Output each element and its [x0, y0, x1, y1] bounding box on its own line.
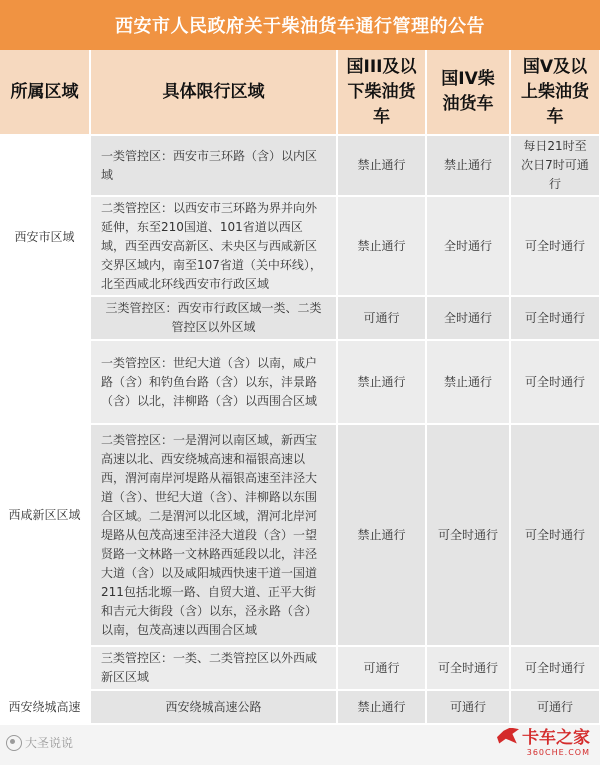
table-row	[0, 690, 600, 724]
watermark-text: 大圣说说	[25, 736, 74, 750]
region-cell: 西安绕城高速	[0, 690, 90, 724]
logo-name: 卡车之家	[522, 728, 590, 748]
gb5-cell: 可全时通行	[510, 424, 600, 646]
gb4-cell: 可通行	[426, 690, 510, 724]
gb4-cell: 可全时通行	[426, 646, 510, 690]
gb4-cell: 可全时通行	[426, 424, 510, 646]
scope-cell: 一类管控区：世纪大道（含）以南，咸户路（含）和钓鱼台路（含）以东，沣景路（含）以北，沣柳路（含）以西围合区域	[90, 340, 337, 424]
table-row	[0, 135, 600, 196]
table-row	[0, 424, 600, 646]
gb4-cell: 禁止通行	[426, 135, 510, 196]
gb4-cell: 禁止通行	[426, 340, 510, 424]
page-title: 西安市人民政府关于柴油货车通行管理的公告	[0, 0, 600, 50]
horse-logo-icon	[497, 728, 519, 744]
gb3-cell: 禁止通行	[337, 340, 426, 424]
restriction-table	[0, 50, 600, 725]
gb5-cell: 可全时通行	[510, 340, 600, 424]
gb5-cell: 可通行	[510, 690, 600, 724]
gb5-cell: 可全时通行	[510, 646, 600, 690]
scope-cell: 三类管控区：一类、二类管控区以外西咸新区区域	[90, 646, 337, 690]
site-logo	[497, 723, 590, 757]
scope-cell: 三类管控区：西安市行政区域一类、二类管控区以外区域	[90, 296, 337, 340]
logo-domain: 360CHE.COM	[526, 748, 590, 757]
scope-cell: 一类管控区：西安市三环路（含）以内区域	[90, 135, 337, 196]
table-header-row	[0, 50, 600, 135]
gb3-cell: 禁止通行	[337, 424, 426, 646]
scope-cell: 二类管控区：以西安市三环路为界并向外延伸，东至210国道、101省道以西区域，西至西安高新区、未央区与西咸新区交界区域内，南至107省道（关中环线），北至西咸北环线西安市行政区域	[90, 196, 337, 296]
header-gb5: 国V及以上柴油货车	[510, 50, 600, 135]
gb5-cell: 每日21时至次日7时可通行	[510, 135, 600, 196]
table-row	[0, 646, 600, 690]
gb3-cell: 禁止通行	[337, 196, 426, 296]
gb3-cell: 禁止通行	[337, 690, 426, 724]
gb5-cell: 可全时通行	[510, 196, 600, 296]
watermark	[6, 734, 73, 751]
gb4-cell: 全时通行	[426, 196, 510, 296]
scope-cell: 西安绕城高速公路	[90, 690, 337, 724]
gb3-cell: 可通行	[337, 296, 426, 340]
watermark-icon	[6, 735, 22, 751]
gb5-cell: 可全时通行	[510, 296, 600, 340]
header-gb3: 国III及以下柴油货车	[337, 50, 426, 135]
scope-cell: 二类管控区：一是渭河以南区域，新西宝高速以北、西安绕城高速和福银高速以西，渭河南岸河堤路从福银高速至沣泾大道（含）、世纪大道（含）、沣柳路以东围合区域。二是渭河以北区域，渭河北岸河堤路从包茂高速至沣泾大道段（含）一望贤路一文林路一文林路西延段以北，沣泾大道（含）以及咸阳城西快速干道一国道211包括北塬一路、自贸大道、正平大街和吉元大街段（含）以东，泾永路（含）以南，包茂高速以西围合区域	[90, 424, 337, 646]
header-gb4: 国IV柴油货车	[426, 50, 510, 135]
table-row	[0, 196, 600, 296]
gb3-cell: 可通行	[337, 646, 426, 690]
gb4-cell: 全时通行	[426, 296, 510, 340]
header-region: 所属区域	[0, 50, 90, 135]
table-row	[0, 296, 600, 340]
region-cell: 西安市区域	[0, 135, 90, 340]
table-row	[0, 340, 600, 424]
region-cell: 西咸新区区域	[0, 340, 90, 690]
header-scope: 具体限行区域	[90, 50, 337, 135]
gb3-cell: 禁止通行	[337, 135, 426, 196]
